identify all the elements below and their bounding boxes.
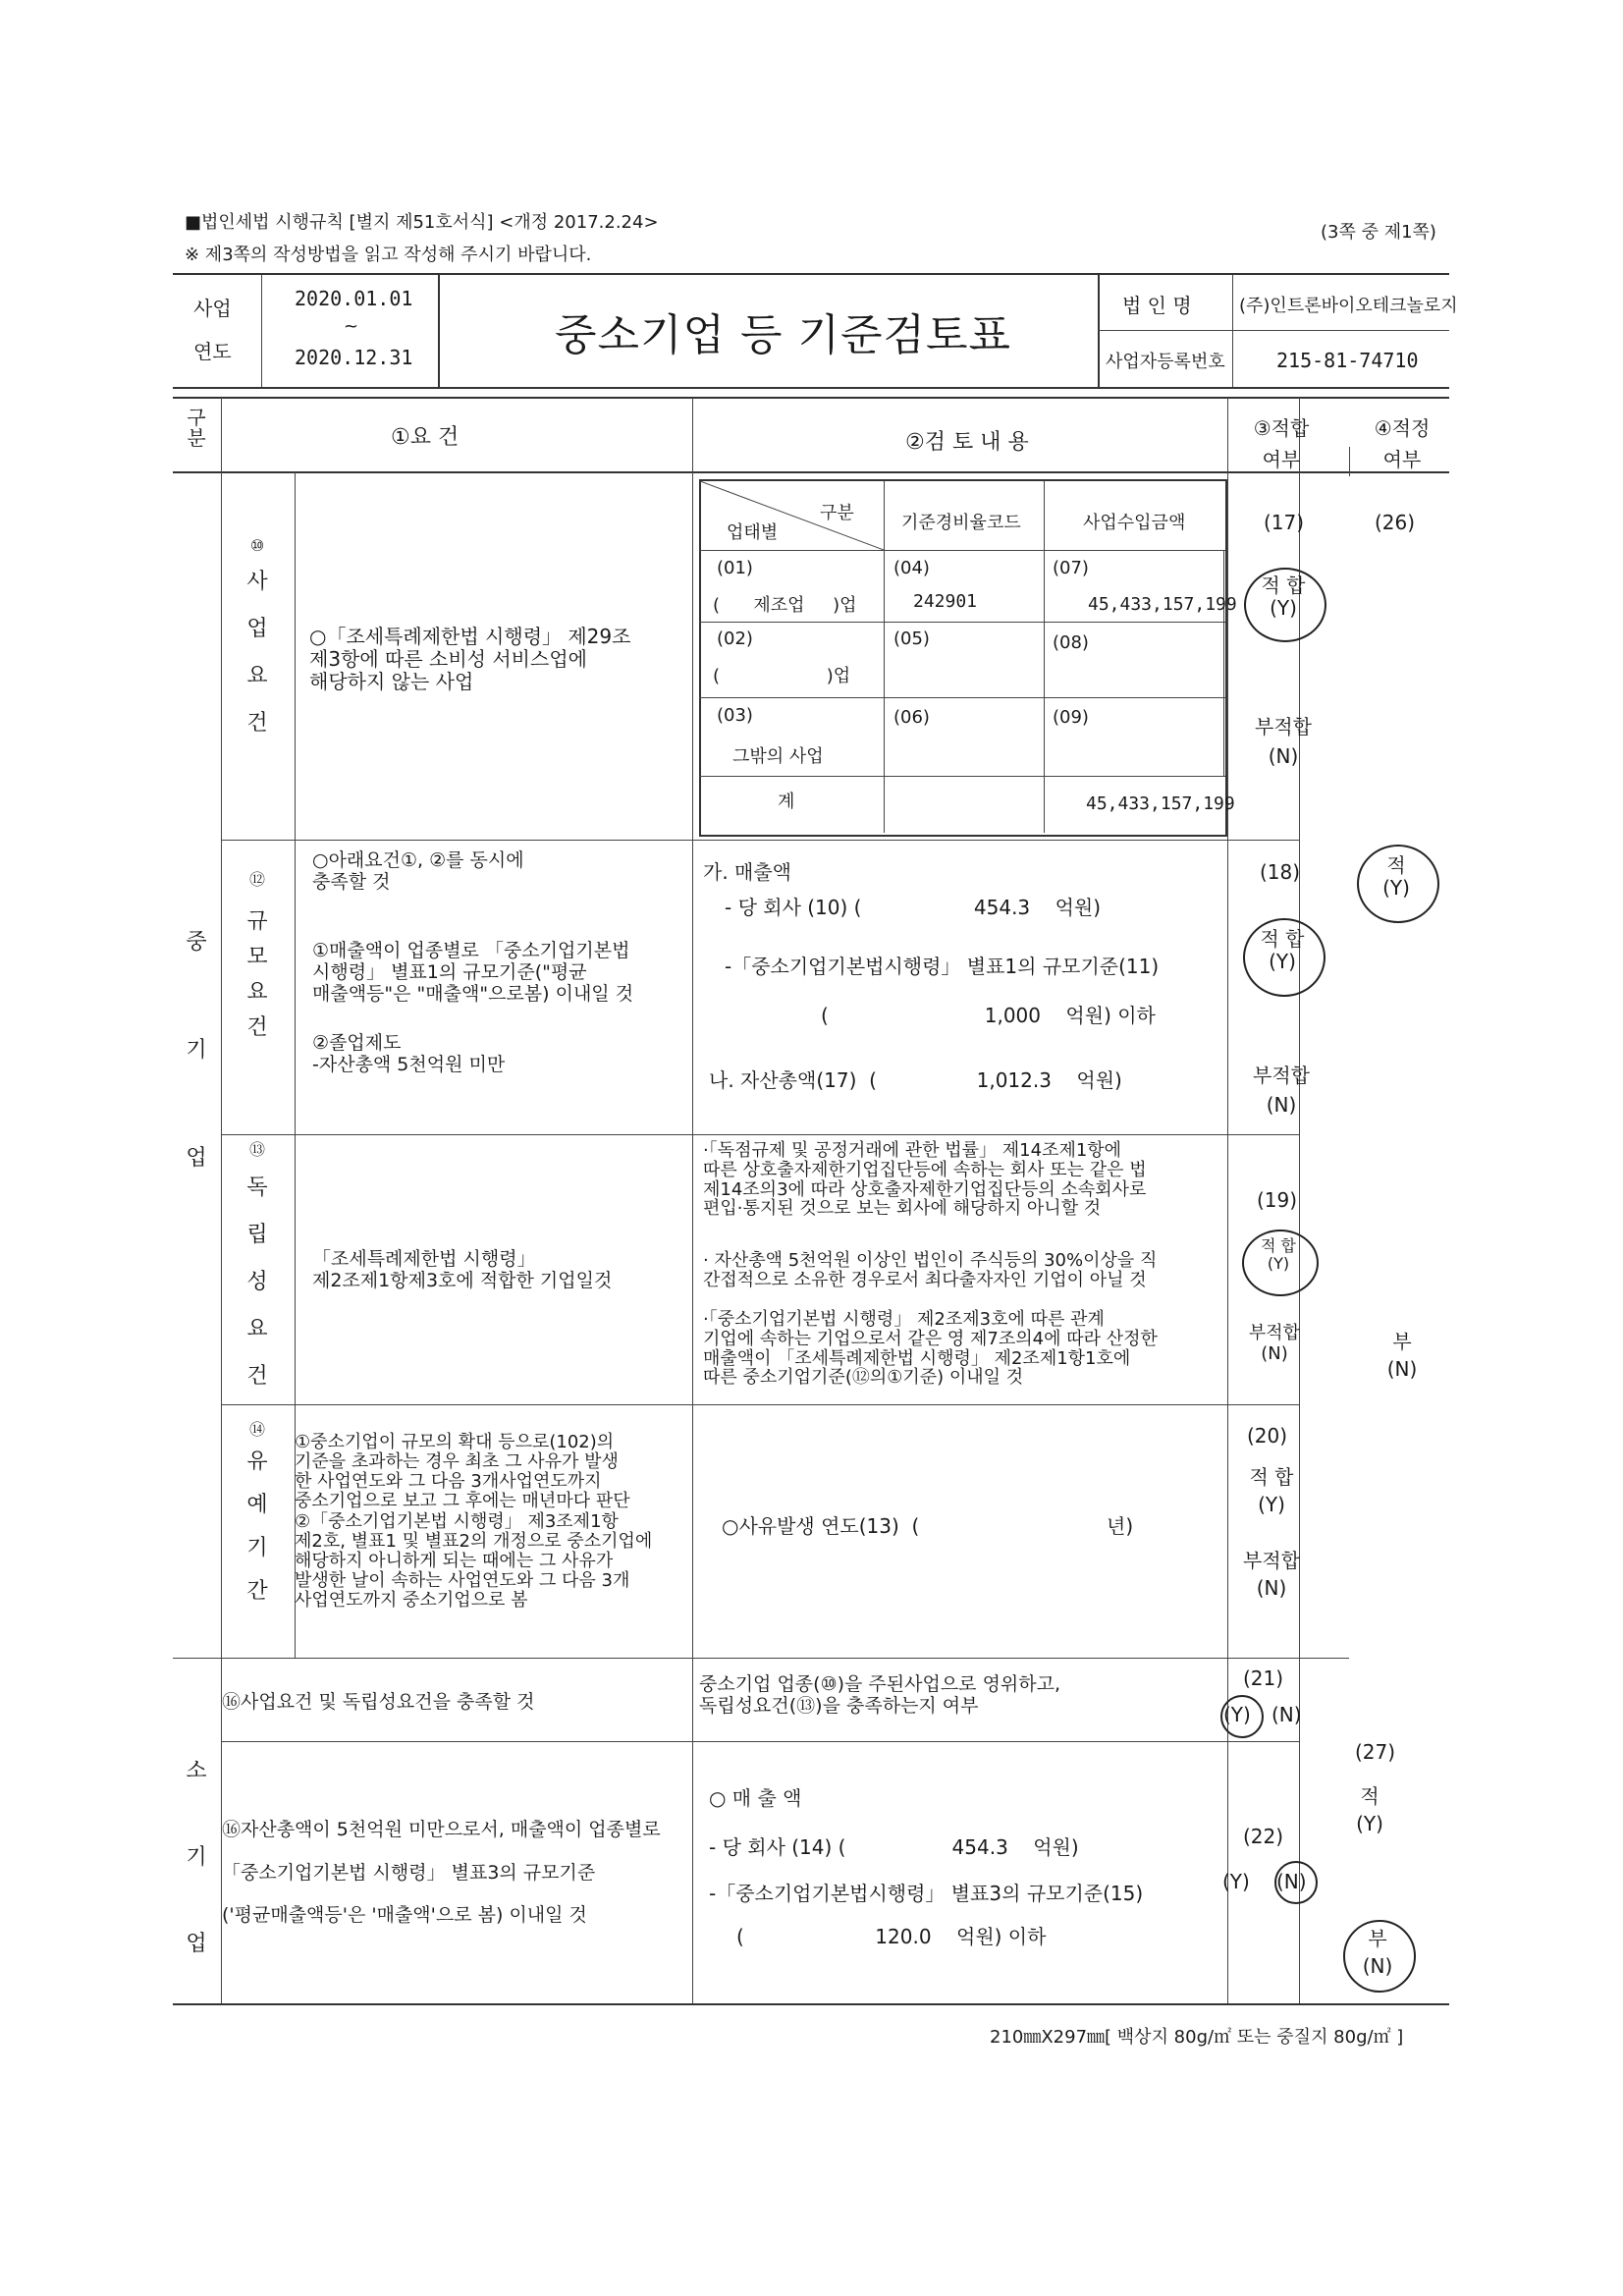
form-rule-reference: ■법인세법 시행규칙 [별지 제51호서식] <개정 2017.2.24>	[185, 212, 659, 233]
row102-review-size-limit: ( 1,000 억원) 이하	[821, 1004, 1156, 1027]
table-line	[699, 622, 1225, 623]
grid-line	[173, 397, 1449, 399]
row-label-char: 성	[246, 1270, 268, 1294]
table-line	[699, 776, 1225, 777]
row106-fit-n: (N)	[1276, 1870, 1307, 1893]
col-header-final-line: ④적정	[1374, 416, 1431, 440]
col-header-gubun-char: 구	[187, 406, 206, 429]
table-line	[1223, 550, 1224, 776]
col-header-final	[1353, 412, 1451, 475]
row-label-char: 기	[246, 1536, 268, 1560]
small-final-number: (27)	[1355, 1740, 1396, 1764]
row106-requirement: ('평균매출액등'은 '매출액'으로 봄) 이내일 것	[222, 1904, 587, 1926]
grid-line	[1349, 447, 1350, 476]
row102-final-yes: 적 (Y)	[1382, 853, 1410, 900]
row-label-char: 업	[246, 617, 268, 641]
table-cell: (03)	[717, 705, 753, 726]
section-char: 기	[186, 1038, 207, 1063]
row104-fit-no: 부적합 (N)	[1243, 1549, 1300, 1600]
row-label-char: 요	[246, 980, 268, 1005]
small-final-no: 부 (N)	[1362, 1927, 1393, 1978]
row-number-badge: ⑩	[249, 536, 265, 555]
row102-review-size-standard: -「중소기업기본법시행령」 별표1의 규모기준(11)	[725, 955, 1160, 978]
table-cell: (08)	[1053, 632, 1089, 653]
table-cell: (07)	[1053, 558, 1089, 578]
corp-name: (주)인트론바이오테크놀로지	[1239, 296, 1458, 316]
row-label-char: 건	[246, 1364, 268, 1389]
table-cell: (04)	[893, 558, 930, 578]
table-cell: (06)	[893, 707, 930, 728]
row102-fit-yes: 적 합 (Y)	[1260, 927, 1305, 973]
table-cell: (02)	[717, 629, 753, 649]
row104-fit-yes: 적 합 (Y)	[1249, 1465, 1294, 1516]
row101-label	[238, 538, 277, 735]
row-label-char: 요	[246, 1317, 268, 1341]
grid-line	[221, 1134, 1299, 1135]
row-label-char: 예	[246, 1493, 268, 1517]
table-total-amount: 45,433,157,199	[1086, 793, 1235, 814]
row101-fit-yes: 적 합 (Y)	[1261, 574, 1306, 620]
grid-line	[173, 1658, 1349, 1659]
title-divider	[1232, 275, 1233, 387]
title-top-border	[173, 273, 1449, 275]
row103-review-3: ·「중소기업기본법 시행령」 제2조제3호에 따른 관계 기업에 속하는 기업으로서 같은 영 제7조의4에 따라 산정한 매출액이 「조세특례제한법 시행령」 제2조제1항1호에 따른 중소기업기준(⑫의①기준) 이내일 것	[703, 1309, 1158, 1389]
title-divider	[1098, 275, 1100, 387]
title-divider	[1098, 330, 1449, 331]
row106-review-company-sales: - 당 회사 (14) ( 454.3 억원)	[709, 1835, 1079, 1859]
table-line	[1044, 481, 1045, 833]
col-header-gubun-char: 분	[187, 426, 206, 450]
row106-requirement: ⑯자산총액이 5천억원 미만으로서, 매출액이 업종별로	[222, 1819, 661, 1840]
table-cell: 242901	[913, 591, 978, 612]
row106-review-size-limit: ( 120.0 억원) 이하	[736, 1925, 1047, 1948]
table-cell: ( )업	[713, 666, 851, 686]
col-header-gubun	[177, 408, 216, 449]
table-cell: (01)	[717, 558, 753, 578]
row102-requirement-graduation: ②졸업제도 -자산총액 5천억원 미만	[312, 1032, 506, 1075]
section-label-small	[175, 1728, 218, 1988]
row105-fit-number: (21)	[1243, 1667, 1284, 1690]
grid-line	[221, 840, 1299, 841]
row106-fit-y: (Y)	[1222, 1870, 1250, 1893]
row103-requirement: 「조세특례제한법 시행령」 제2조제1항제3호에 적합한 기업일것	[312, 1248, 613, 1291]
row-label-char: 사	[246, 570, 268, 594]
section-char: 업	[186, 1146, 207, 1171]
section-char: 중	[186, 930, 207, 955]
row102-fit-number: (18)	[1260, 860, 1301, 884]
grid-line	[221, 398, 222, 2003]
section-char: 업	[186, 1932, 207, 1956]
biz-no-label: 사업자등록번호	[1106, 352, 1225, 372]
table-head-gubun: 구분	[820, 503, 854, 523]
table-total-label: 계	[778, 792, 795, 812]
row-label-char: 유	[246, 1449, 268, 1474]
row101-requirement: ○「조세특례제한법 시행령」 제29조 제3항에 따른 소비성 서비스업에 해당하지 않는 사업	[309, 625, 631, 693]
grid-line	[692, 398, 693, 2003]
row103-fit-yes: 적 합 (Y)	[1261, 1236, 1296, 1274]
row105-requirement: ⑯사업요건 및 독립성요건을 충족할 것	[222, 1691, 535, 1713]
period-start: 2020.01.01	[295, 287, 413, 310]
grid-line	[221, 1741, 1299, 1742]
row103-review-1: ·「독점규제 및 공정거래에 관한 법률」 제14조제1항에 따른 상호출자제한기업집단등에 속하는 회사 또는 같은 법 제14조의3에 따라 상호출자제한기업집단등의 소속회사로 편입·통지된 것으로 보는 회사에 해당하지 아니할 것	[703, 1140, 1147, 1220]
row106-review-title: ○ 매 출 액	[709, 1786, 802, 1810]
row-number-badge: ⑭	[248, 1420, 265, 1439]
title-bottom-border	[173, 387, 1449, 389]
table-head-amount: 사업수입금액	[1083, 513, 1186, 533]
paper-spec: 210㎜X297㎜[ 백상지 80g/㎡ 또는 중질지 80g/㎡ ]	[990, 2027, 1404, 2048]
table-head-code: 기준경비율코드	[901, 513, 1021, 533]
period-label: 사업	[193, 297, 232, 320]
row-label-char: 요	[246, 664, 268, 688]
row-label-char: 건	[246, 1015, 268, 1040]
row101-fit-no: 부적합 (N)	[1255, 715, 1312, 768]
row103-final-no: 부 (N)	[1386, 1330, 1418, 1381]
section-char: 기	[186, 1845, 207, 1870]
period-separator: ~	[344, 316, 359, 337]
table-cell: 그밖의 사업	[732, 746, 824, 767]
row-label-char: 간	[246, 1579, 268, 1604]
table-cell: (09)	[1053, 707, 1089, 728]
title-divider	[438, 275, 440, 387]
period-label: 연도	[193, 340, 232, 363]
row103-label	[238, 1142, 277, 1388]
row102-review-company-sales: - 당 회사 (10) ( 454.3 억원)	[725, 896, 1102, 919]
title-divider	[261, 275, 262, 387]
row102-label	[238, 872, 277, 1039]
grid-line	[1227, 398, 1228, 2003]
row-number-badge: ⑫	[248, 870, 265, 889]
table-line	[699, 697, 1225, 698]
biz-no: 215-81-74710	[1276, 349, 1419, 372]
row102-requirement-sales: ①매출액이 업종별로 「중소기업기본법 시행령」 별표1의 규모기준("평균 매출액등"은 "매출액"으로봄) 이내일 것	[312, 940, 634, 1005]
grid-line	[173, 2003, 1449, 2005]
page-indicator: (3쪽 중 제1쪽)	[1321, 222, 1436, 243]
section-char: 소	[186, 1759, 207, 1783]
row101-final-number: (26)	[1375, 511, 1416, 534]
row-number-badge: ⑬	[248, 1140, 265, 1159]
col-header-review: ②검 토 내 용	[905, 430, 1029, 455]
table-cell: ( 제조업 )업	[713, 595, 857, 616]
row-label-char: 독	[246, 1175, 268, 1200]
row105-review: 중소기업 업종(⑩)을 주된사업으로 영위하고, 독립성요건(⑬)을 충족하는지 여부	[699, 1673, 1061, 1717]
row102-review-assets: 나. 자산총액(17) ( 1,012.3 억원)	[709, 1068, 1122, 1092]
col-header-fit-line: 여부	[1262, 448, 1301, 471]
row105-fit-y: (Y)	[1223, 1703, 1251, 1726]
row103-fit-no: 부적합 (N)	[1248, 1323, 1301, 1364]
section-label-sme	[175, 889, 218, 1213]
table-line	[884, 481, 885, 833]
row102-fit-no: 부적합 (N)	[1253, 1064, 1310, 1117]
row103-fit-number: (19)	[1257, 1188, 1298, 1212]
row106-review-size-standard: -「중소기업기본법시행령」 별표3의 규모기준(15)	[709, 1882, 1144, 1905]
row-label-char: 규	[246, 909, 268, 934]
col-header-fit-line: ③적합	[1253, 416, 1310, 440]
row-label-char: 건	[246, 711, 268, 736]
col-header-fit	[1232, 412, 1330, 475]
page-title: 중소기업 등 기준검토표	[555, 310, 1012, 360]
row106-requirement: 「중소기업기본법 시행령」 별표3의 규모기준	[222, 1862, 596, 1884]
instruction-note: ※ 제3쪽의 작성방법을 읽고 작성해 주시기 바랍니다.	[185, 245, 592, 265]
row102-requirement-main: ○아래요건①, ②를 동시에 충족할 것	[312, 849, 524, 893]
row104-fit-number: (20)	[1247, 1424, 1288, 1448]
row104-review-year: ○사유발생 연도(13) ( 년)	[722, 1514, 1134, 1538]
table-cell: (05)	[893, 629, 930, 649]
row106-fit-number: (22)	[1243, 1825, 1284, 1848]
row105-fit-n: (N)	[1271, 1703, 1302, 1726]
row-label-char: 모	[246, 945, 268, 969]
table-head-business: 업태별	[727, 522, 779, 543]
col-header-final-line: 여부	[1382, 448, 1422, 471]
row102-review-sales-title: 가. 매출액	[703, 860, 791, 884]
row-label-char: 립	[246, 1223, 268, 1247]
small-final-yes: 적 (Y)	[1356, 1784, 1383, 1835]
row103-review-2: · 자산총액 5천억원 이상인 법인이 주식등의 30%이상을 직 간접적으로 소유한 경우로서 최다출자자인 기업이 아닐 것	[703, 1250, 1158, 1290]
col-header-requirement: ①요 건	[391, 425, 460, 450]
corp-name-label: 법 인 명	[1122, 294, 1192, 317]
row101-fit-number: (17)	[1264, 511, 1305, 534]
row104-requirement: ①중소기업이 규모의 확대 등으로(102)의 기준을 초과하는 경우 최초 그 사유가 발생 한 사업연도와 그 다음 3개사업연도까지 중소기업으로 보고 그 후에는 매년마다 판단 ②「중소기업기본법 시행령」 제3조제1항 제2호, 별표1 및 별표2의 개정으로 중소기업에 해당하지 아니하게 되는 때에는 그 사유가 발생한 날이 속하는 사업연도와 그 다음 3개 사업연도까지 중소기업으로 봄	[295, 1432, 653, 1612]
table-cell: 45,433,157,199	[1088, 594, 1237, 615]
period-end: 2020.12.31	[295, 346, 413, 369]
grid-line	[221, 1404, 1299, 1405]
row104-label	[238, 1422, 277, 1603]
table-line	[699, 550, 1225, 551]
